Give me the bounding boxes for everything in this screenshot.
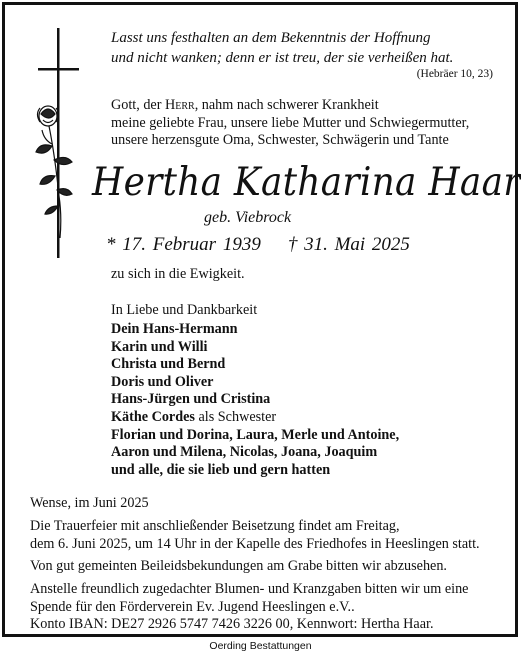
cross-icon: [30, 28, 90, 260]
mourner-line: Doris und Oliver: [111, 373, 214, 390]
condolence-note: Von gut gemeinten Beileidsbekundungen am Grabe bitten wir abzusehen.: [30, 558, 447, 574]
mourner-line: Karin und Willi: [111, 338, 208, 355]
donation-line-3: Konto IBAN: DE27 2926 5747 7426 3226 00, Kennwort: Hertha Haar.: [30, 616, 434, 632]
intro-line-1-start: Gott, der: [111, 97, 165, 113]
funeral-line-1: Die Trauerfeier mit anschließender Beisetzung findet am Freitag,: [30, 518, 400, 534]
bible-verse: [111, 28, 453, 68]
donation-info: [30, 581, 468, 634]
rose-icon: [36, 106, 72, 238]
verse-line-2: und nicht wanken; denn er ist treu, der sie verheißen hat.: [111, 50, 454, 66]
place-date: Wense, im Juni 2025: [30, 495, 149, 511]
intro-line-1: [111, 97, 469, 115]
funeral-home-credit: Oerding Bestattungen: [209, 640, 312, 652]
intro-line-1-end: , nahm nach schwerer Krankheit: [194, 97, 379, 113]
mourner-line: Aaron und Milena, Nicolas, Joana, Joaquim: [111, 444, 378, 461]
death-date: † 31. Mai 2025: [287, 234, 410, 255]
in-love-line: In Liebe und Dankbarkeit: [111, 302, 258, 318]
verse-reference: (Hebräer 10, 23): [416, 68, 493, 80]
funeral-info: [30, 518, 480, 553]
mourners-list: [111, 321, 399, 479]
mourner-line: Dein Hans-Hermann: [111, 321, 238, 337]
intro-line-2: meine geliebte Frau, unsere liebe Mutter und Schwiegermutter,: [111, 114, 470, 131]
closing-phrase: zu sich in die Ewigkeit.: [111, 266, 245, 282]
mourner-line: und alle, die sie lieb und gern hatten: [111, 461, 331, 478]
birth-date: * 17. Februar 1939: [106, 234, 261, 255]
intro-herr: Herr: [164, 97, 195, 113]
mourner-line: Florian und Dorina, Laura, Merle und Antoine,: [111, 426, 400, 443]
announcement-intro: [111, 97, 469, 150]
mourner-line: Christa und Bernd: [111, 356, 226, 373]
funeral-line-2: dem 6. Juni 2025, um 14 Uhr in der Kapelle des Friedhofes in Heeslingen statt.: [30, 535, 480, 552]
mourner-line: Käthe Cordes: [111, 408, 195, 425]
deceased-name: Hertha Katharina Haar: [92, 160, 521, 205]
life-dates: [106, 234, 410, 256]
donation-line-1: Anstelle freundlich zugedachter Blumen- und Kranzgaben bitten wir um eine: [30, 581, 469, 597]
mourner-line: Hans-Jürgen und Cristina: [111, 391, 271, 408]
mourner-relation: als Schwester: [194, 408, 277, 425]
donation-line-2: Spende für den Förderverein Ev. Jugend Heeslingen e.V..: [30, 598, 355, 615]
verse-line-1: Lasst uns festhalten an dem Bekenntnis der Hoffnung: [111, 30, 431, 46]
maiden-name: geb. Viebrock: [204, 209, 292, 226]
intro-line-3: unsere herzensgute Oma, Schwester, Schwägerin und Tante: [111, 132, 449, 148]
